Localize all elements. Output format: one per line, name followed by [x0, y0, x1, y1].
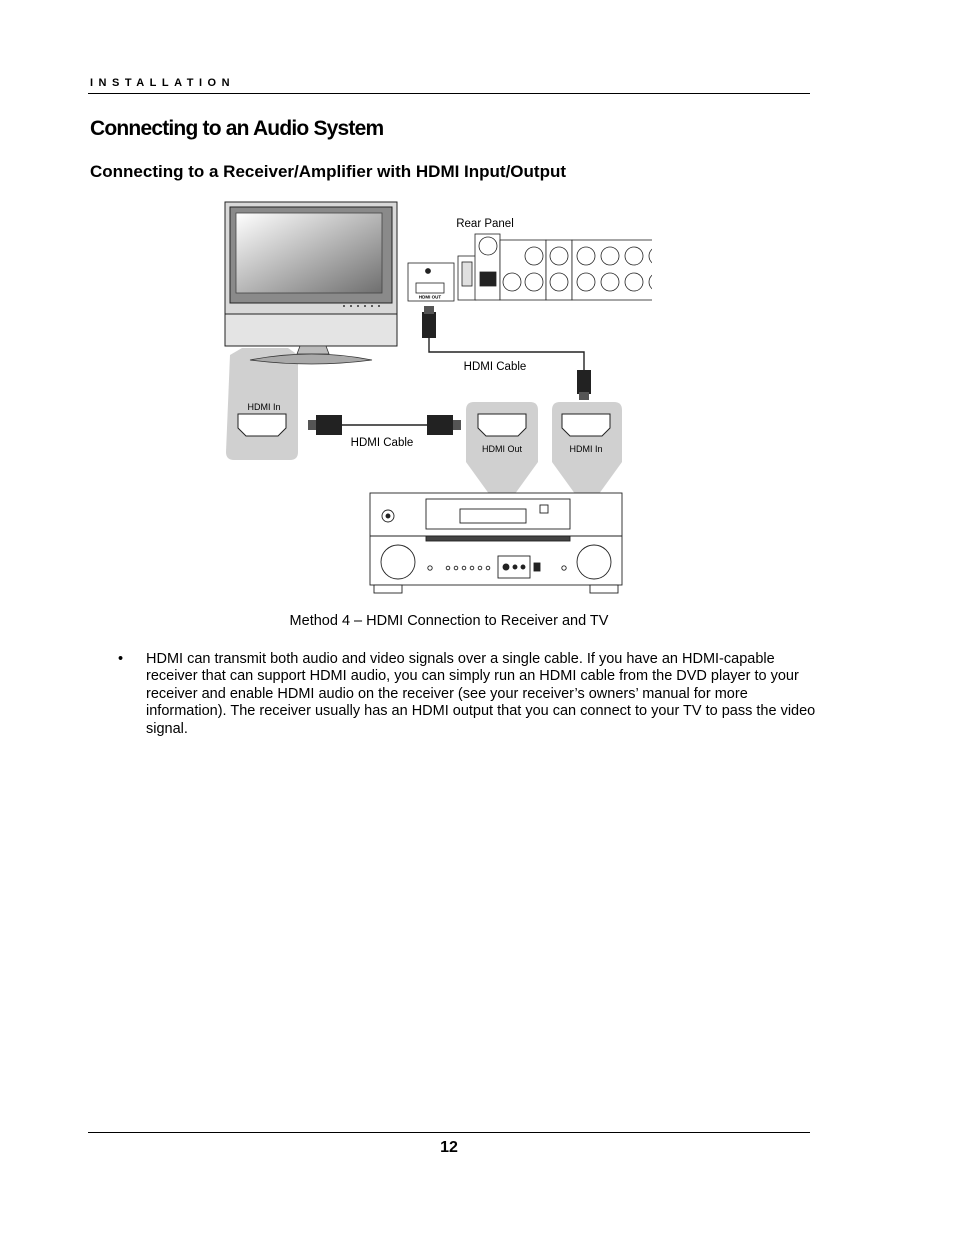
section-subtitle: Connecting to a Receiver/Amplifier with HDMI Input/Output: [90, 162, 567, 181]
page-title: Connecting to an Audio System: [90, 117, 384, 140]
page-number: 12: [440, 1139, 458, 1156]
bullet-symbol: •: [118, 651, 124, 667]
rear-panel-icon: [408, 234, 652, 301]
panel-hdmi-out-label: HDMI OUT: [418, 294, 442, 300]
receiver-hdmi-out-label: HDMI Out: [481, 444, 523, 454]
tv-icon: [225, 202, 397, 364]
receiver-icon: [370, 493, 622, 593]
bullet-text: HDMI can transmit both audio and video signals over a single cable. If you have an HDMI-capable receiver that can support HDMI audio, you can simply run an HDMI cable from the DVD player to your receiver and enable HDMI audio on the receiver (see your receiver’s owners’ manual for more information). The receiver usually has an HDMI output that you can connect to your TV to pass the video signal.: [146, 651, 816, 737]
receiver-hdmi-in-label: HDMI In: [569, 444, 603, 454]
tv-hdmi-port: [238, 414, 286, 436]
hdmi-cable-mid: [308, 415, 461, 435]
tv-hdmi-in-label: HDMI In: [247, 402, 281, 412]
hdmi-cable-mid-label: HDMI Cable: [350, 437, 414, 449]
section-label: INSTALLATION: [90, 77, 236, 89]
hdmi-cable-top: [422, 306, 591, 400]
receiver-hdmi-out-port: [478, 414, 526, 436]
footer-rule: [88, 1132, 810, 1133]
header-rule: [88, 93, 810, 94]
list-item: [118, 651, 818, 738]
hdmi-cable-top-label: HDMI Cable: [463, 361, 527, 373]
rear-panel-label: Rear Panel: [456, 218, 514, 230]
bullet-list: [118, 651, 818, 738]
figure-caption: Method 4 – HDMI Connection to Receiver and TV: [289, 613, 609, 629]
hdmi-connection-diagram: [222, 200, 652, 600]
receiver-hdmi-in-port: [562, 414, 610, 436]
